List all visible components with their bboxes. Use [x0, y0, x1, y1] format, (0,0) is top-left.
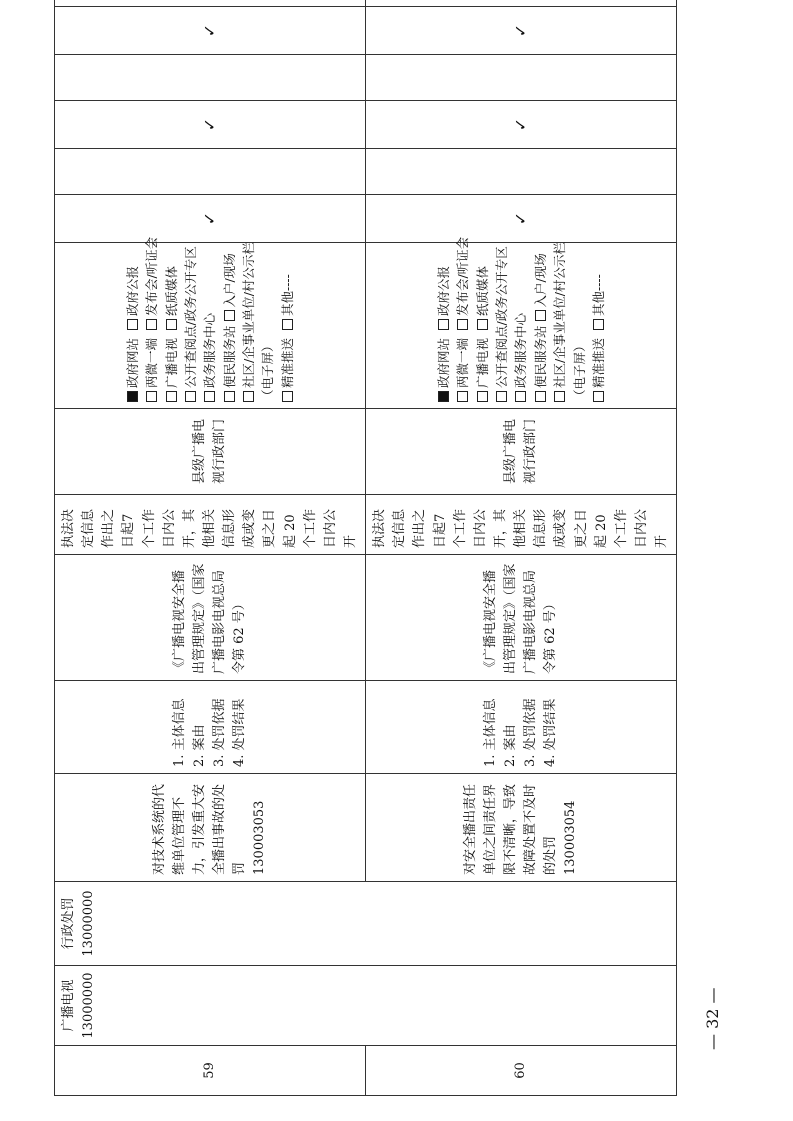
- item-text: 对技术系统的代维单位管理不力，引发重大安全播出事故的处罚: [151, 783, 248, 875]
- checked-box-icon: [127, 391, 138, 402]
- channel-line: 便民服务站 入户/现场: [220, 249, 239, 402]
- dept-cell: [55, 966, 677, 1046]
- check-mark-cell: ✓: [55, 195, 366, 243]
- seq-cell: 60: [366, 1046, 677, 1096]
- time-limit-cell: 执法决定信息作出之日起7个工作日内公开，其他相关信息形成或变更之日起 20 个工作日内公开: [55, 495, 366, 555]
- channel-line: 公开查阅点/政务公开专区: [181, 249, 200, 402]
- checkbox-icon: [477, 319, 488, 330]
- channel-line: 精准推送 其他----: [278, 249, 297, 402]
- content-item: 3. 处罚依据: [212, 698, 228, 767]
- check-mark-cell: [366, 55, 677, 101]
- check-mark-cell: ✓: [366, 195, 677, 243]
- channel-line: （电子屏）: [571, 339, 587, 402]
- subject-cell: 县级广播电视行政部门: [55, 409, 366, 495]
- channel-line: 便民服务站 入户/现场: [531, 249, 550, 402]
- page-number-text: — 32 —: [703, 987, 722, 1050]
- seq-cell: 59: [55, 1046, 366, 1096]
- content-item: 1. 主体信息: [482, 698, 498, 767]
- disclosure-table: [54, 0, 677, 1096]
- item-code: 130003054: [563, 800, 579, 875]
- channel-line: 公开查阅点/政务公开专区: [492, 249, 511, 402]
- item-cell: [55, 774, 366, 882]
- checkbox-icon: [554, 391, 565, 402]
- channel-line: 社区/企事业单位/村公示栏: [550, 249, 569, 402]
- checked-box-icon: [438, 391, 449, 402]
- check-mark-cell: ✓: [55, 7, 366, 55]
- item-text: 对安全播出责任单位之间责任界限不清晰，导致故障处置不及时的处罚: [462, 783, 559, 875]
- channel-line: 广播电视 纸质媒体: [473, 249, 492, 402]
- channel-line: 两微一端 发布会/听证会: [142, 249, 161, 402]
- checkbox-icon: [515, 391, 526, 402]
- check-mark-cell: [55, 149, 366, 195]
- checkbox-icon: [127, 319, 138, 330]
- checkbox-icon: [535, 311, 546, 322]
- dept-code: 13000000: [81, 972, 97, 1039]
- content-item: 3. 处罚依据: [523, 698, 539, 767]
- channel-line: 社区/企事业单位/村公示栏: [239, 249, 258, 402]
- check-mark-cell: [55, 55, 366, 101]
- channel-line: 两微一端 发布会/听证会: [453, 249, 472, 402]
- content-item: 2. 案由: [503, 724, 519, 767]
- table-row: [55, 0, 366, 1096]
- channel-line: 政务服务中心: [511, 249, 530, 402]
- content-item: 4. 处罚结果: [232, 698, 248, 767]
- content-item: 4. 处罚结果: [543, 698, 559, 767]
- check-mark-cell: [366, 0, 677, 7]
- item-code: 130003053: [252, 800, 268, 875]
- checkbox-icon: [185, 391, 196, 402]
- type-name: 行政处罚: [61, 897, 76, 950]
- basis-cell: 《广播电视安全播出管理规定》（国家广播电影电视总局令第 62 号）: [366, 555, 677, 681]
- channel-cell: [55, 236, 366, 409]
- checkbox-icon: [282, 391, 293, 402]
- check-mark-cell: ✓: [366, 101, 677, 149]
- time-limit-cell: 执法决定信息作出之日起7个工作日内公开，其他相关信息形成或变更之日起 20 个工作日内公开: [366, 495, 677, 555]
- checkbox-icon: [477, 391, 488, 402]
- checkbox-icon: [166, 319, 177, 330]
- channel-cell: [366, 236, 677, 409]
- check-mark-cell: ✓: [366, 7, 677, 55]
- basis-cell: 《广播电视安全播出管理规定》（国家广播电影电视总局令第 62 号）: [55, 555, 366, 681]
- content-item: 1. 主体信息: [171, 698, 187, 767]
- checkbox-icon: [593, 391, 604, 402]
- check-mark-cell: [55, 0, 366, 7]
- checkbox-icon: [146, 319, 157, 330]
- channel-line: 广播电视 纸质媒体: [162, 249, 181, 402]
- content-item: 2. 案由: [191, 724, 207, 767]
- subject-cell: 县级广播电视行政部门: [366, 409, 677, 495]
- checkbox-icon: [224, 311, 235, 322]
- checkbox-icon: [535, 391, 546, 402]
- checkbox-icon: [438, 319, 449, 330]
- content-cell: [55, 681, 366, 774]
- dept-name: 广播电视: [61, 979, 76, 1032]
- channel-line: 精准推送 其他----: [589, 249, 608, 402]
- type-cell: [55, 882, 677, 966]
- type-code: 13000000: [81, 890, 97, 957]
- channel-line: 政府网站 政府公报: [434, 249, 453, 402]
- channel-line: 政务服务中心: [200, 249, 219, 402]
- checkbox-icon: [204, 391, 215, 402]
- checkbox-icon: [146, 391, 157, 402]
- content-cell: [366, 681, 677, 774]
- item-cell: [366, 774, 677, 882]
- checkbox-icon: [282, 319, 293, 330]
- channel-line: （电子屏）: [260, 339, 276, 402]
- channel-line: 政府网站 政府公报: [123, 249, 142, 402]
- checkbox-icon: [457, 391, 468, 402]
- checkbox-icon: [496, 391, 507, 402]
- page-number: [703, 987, 743, 1090]
- check-mark-cell: [366, 149, 677, 195]
- checkbox-icon: [243, 391, 254, 402]
- rotated-table-wrapper: [54, 23, 670, 1096]
- checkbox-icon: [224, 391, 235, 402]
- checkbox-icon: [166, 391, 177, 402]
- checkbox-icon: [457, 319, 468, 330]
- checkbox-icon: [593, 319, 604, 330]
- check-mark-cell: ✓: [55, 101, 366, 149]
